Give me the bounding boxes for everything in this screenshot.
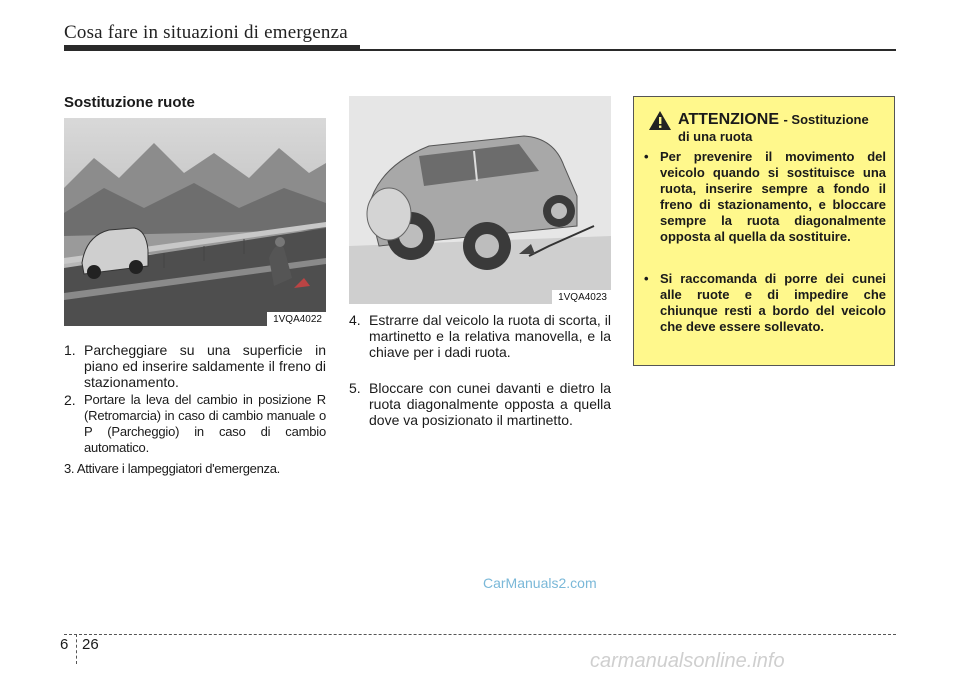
warning-title: ATTENZIONE - Sostituzione: [678, 111, 869, 128]
step-item: [64, 461, 326, 477]
step-number: 5.: [349, 380, 361, 396]
step-text: Parcheggiare su una superficie in piano ed inserire saldamente il freno di stazionamento.: [84, 342, 326, 390]
footer-divider: [76, 634, 77, 664]
step-item: [349, 312, 611, 360]
warning-subtitle: di una ruota: [678, 129, 753, 144]
step-text: Attivare i lampeggiatori d'emergenza.: [76, 461, 280, 476]
section-heading: Sostituzione ruote: [64, 94, 195, 111]
step-number: 1.: [64, 342, 76, 358]
warning-item: [644, 271, 886, 335]
step-number: 3.: [64, 461, 75, 476]
roadside-illustration: [64, 118, 326, 326]
figure-code: 1VQA4023: [552, 290, 611, 304]
step-text: Estrarre dal veicolo la ruota di scorta, il martinetto e la relativa manovella, e la chiave per i dadi ruota.: [369, 312, 611, 360]
section-number: 6: [60, 636, 69, 653]
bullet: •: [644, 149, 649, 164]
header-bar: [64, 45, 360, 51]
warning-item-text: Per prevenire il movimento del veicolo quando si sostituisce una ruota, inserire sempre a fondo il freno di stazionamento, e bloccare sempre la ruota diagonalmente opposta al quella da sostituire.: [660, 149, 886, 244]
figure-code: 1VQA4022: [267, 312, 326, 326]
watermark-link[interactable]: CarManuals2.com: [483, 575, 597, 591]
header-rule: [360, 49, 896, 51]
roadside-scene-image: [64, 118, 326, 326]
suv-on-jack-image: [349, 96, 611, 304]
warning-triangle-icon: [648, 110, 672, 131]
step-number: 2.: [64, 392, 76, 408]
suv-jack-illustration: [349, 96, 611, 304]
warning-item: [644, 149, 886, 245]
step-number: 4.: [349, 312, 361, 328]
step-item: [349, 380, 611, 428]
header-title: Cosa fare in situazioni di emergenza: [64, 22, 348, 43]
warning-box: [633, 96, 895, 366]
step-text: Portare la leva del cambio in posizione R (Retromarcia) in caso di cambio manuale o P (Parcheggio) in caso di cambio automatico.: [84, 392, 326, 455]
footer-rule: [64, 634, 896, 635]
site-watermark: carmanualsonline.info: [590, 650, 785, 672]
step-item: [64, 342, 326, 390]
step-item: [64, 392, 326, 456]
bullet: •: [644, 271, 649, 286]
page-number: 26: [82, 636, 99, 653]
step-text: Bloccare con cunei davanti e dietro la ruota diagonalmente opposta a quella dove va posizionato il martinetto.: [369, 380, 611, 428]
warning-item-text: Si raccomanda di porre dei cunei alle ruote e di impedire che chiunque resti a bordo del veicolo che deve essere sollevato.: [660, 271, 886, 334]
